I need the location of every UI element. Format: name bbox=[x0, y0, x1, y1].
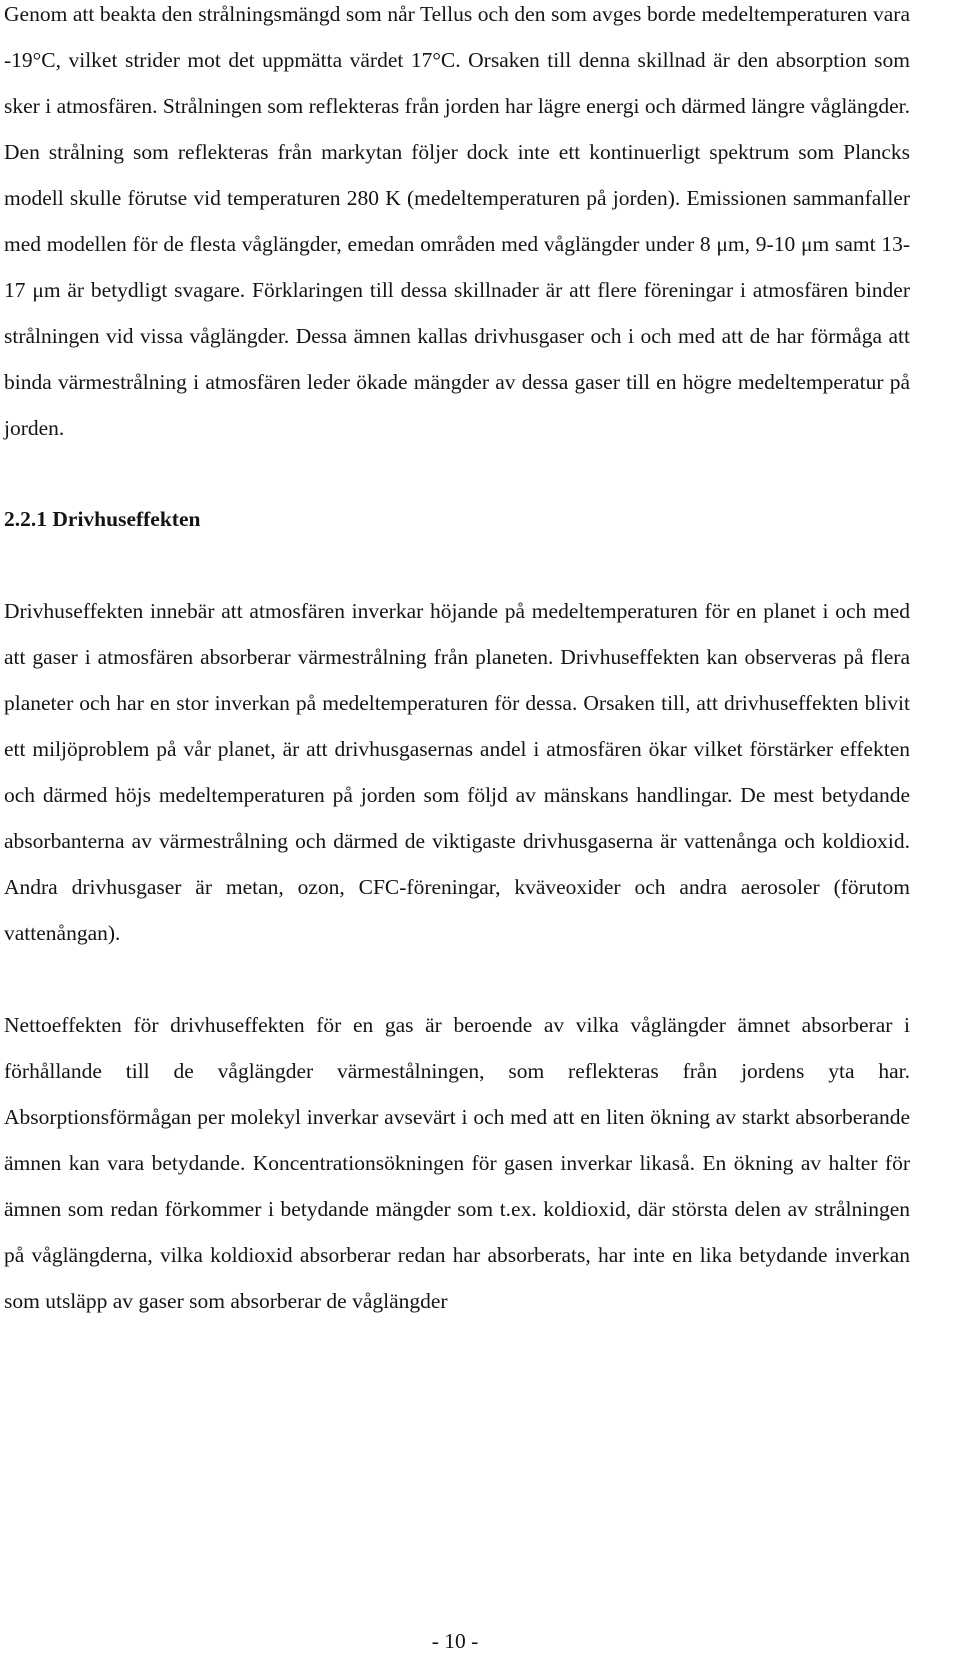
page-number: - 10 - bbox=[431, 1629, 479, 1653]
body-paragraph: Genom att beakta den strålningsmängd som når Tellus och den som avges borde medeltemperaturen vara -19°C, vilket strider mot det uppmätta värdet 17°C. Orsaken till denna skillnad är den absorption som sker i atmosfären. Strålningen som reflekteras från jorden har lägre energi och därmed längre våglängder. Den strålning som reflekteras från markytan följer dock inte ett kontinuerligt spektrum som Plancks modell skulle förutse vid temperaturen 280 K (medeltemperaturen på jorden). Emissionen sammanfaller med modellen för de flesta våglängder, emedan områden med våglängder under 8 μm, 9-10 μm samt 13-17 μm är betydligt svagare. Förklaringen till dessa skillnader är att flere föreningar i atmosfären binder strålningen vid vissa våglängder. Dessa ämnen kallas drivhusgaser och i och med att de har förmåga att binda värmestrålning i atmosfären leder ökade mängder av dessa gaser till en högre medeltemperatur på jorden. bbox=[4, 2, 910, 440]
document-page bbox=[4, 0, 910, 1324]
section-heading: 2.2.1 Drivhuseffekten bbox=[4, 507, 201, 531]
body-paragraph: Drivhuseffekten innebär att atmosfären inverkar höjande på medeltemperaturen för en planet i och med att gaser i atmosfären absorberar värmestrålning från planeten. Drivhuseffekten kan observeras på flera planeter och har en stor inverkan på medeltemperaturen för dessa. Orsaken till, att drivhuseffekten blivit ett miljöproblem på vår planet, är att drivhusgasernas andel i atmosfären ökar vilket förstärker effekten och därmed höjs medeltemperaturen på jorden som följd av mänskans handlingar. De mest betydande absorbanterna av värmestrålning och därmed de viktigaste drivhusgaserna är vattenånga och koldioxid. Andra drivhusgaser är metan, ozon, CFC-föreningar, kväveoxider och andra aerosoler (förutom vattenångan). bbox=[4, 599, 910, 945]
body-paragraph: Nettoeffekten för drivhuseffekten för en gas är beroende av vilka våglängder ämnet absorberar i förhållande till de våglängder värmestålningen, som reflekteras från jordens yta har. Absorptionsförmågan per molekyl inverkar avsevärt i och med att en liten ökning av starkt absorberande ämnen kan vara betydande. Koncentrationsökningen för gasen inverkar likaså. En ökning av halter för ämnen som redan förkommer i betydande mängder som t.ex. koldioxid, där största delen av strålningen på våglängderna, vilka koldioxid absorberar redan har absorberats, har inte en lika betydande inverkan som utsläpp av gaser som absorberar de våglängder bbox=[4, 1013, 910, 1313]
